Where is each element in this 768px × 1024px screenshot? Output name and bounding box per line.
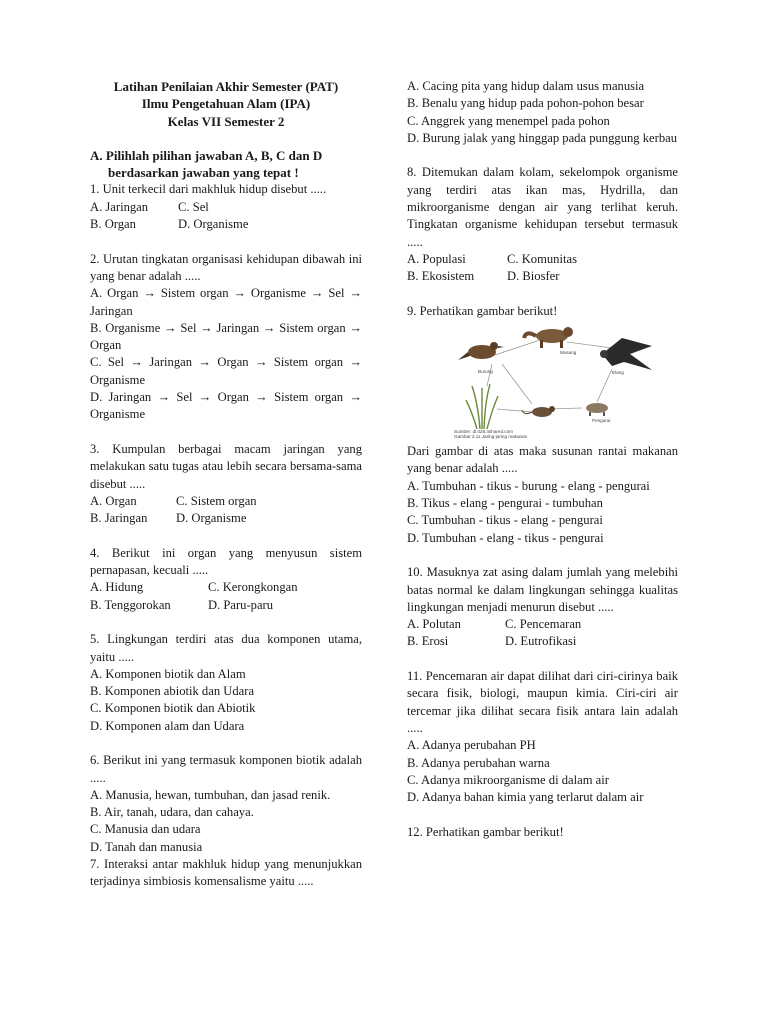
option-d: D. Eutrofikasi: [505, 634, 577, 649]
option-b: B. Organisme → Sel → Jaringan → Sistem organ → Organ: [90, 320, 362, 353]
header-subject: Ilmu Pengetahuan Alam (IPA): [141, 96, 311, 112]
question-7: [90, 856, 362, 891]
label-musang: Musang: [560, 350, 577, 356]
question-stem: 11. Pencemaran air dapat dilihat dari ciri-cirinya baik secara fisik, biologi, maupun kimia. Ciri-ciri air tercemar jika dilihat secara fisik antara lain adalah .....: [407, 669, 678, 735]
figure-caption: Gambar 2.11 Jaring-jaring makanan: [454, 434, 528, 440]
option-b: B. Adanya perubahan warna: [407, 755, 550, 770]
option-d: D. Tumbuhan - elang - tikus - pengurai: [407, 530, 604, 545]
option-d: D. Biosfer: [507, 269, 560, 284]
option-b: B. Organ: [90, 217, 136, 232]
label-elang: Elang: [612, 370, 624, 376]
option-c: C. Sel: [178, 199, 209, 214]
option-b: B. Erosi: [407, 634, 449, 649]
option-d: D. Komponen alam dan Udara: [90, 718, 245, 733]
option-b: B. Tenggorokan: [90, 597, 171, 612]
option-a: A. Cacing pita yang hidup dalam usus manusia: [407, 79, 645, 93]
question-1: [90, 181, 362, 233]
question-3: [90, 441, 362, 527]
food-web-figure: [452, 324, 672, 439]
question-6: [90, 752, 362, 856]
option-a: A. Hidung: [90, 580, 144, 595]
question-stem: 4. Berikut ini organ yang menyusun sistem pernapasan, kecuali .....: [90, 545, 362, 578]
option-b: B. Tikus - elang - pengurai - tumbuhan: [407, 496, 603, 511]
question-stem: 8. Ditemukan dalam kolam, sekelompok organisme yang terdiri atas ikan mas, Hydrilla, dan mikroorganisme dengan air yang terlihat keruh. Tingkatan organisme kehidupan tersebut termasuk .....: [407, 165, 678, 249]
option-a: A. Polutan: [407, 617, 461, 632]
label-burung: Burung: [478, 369, 493, 375]
option-c: C. Pencemaran: [505, 617, 582, 632]
food-web-illustration: [452, 324, 672, 439]
option-c: C. Sel → Jaringan → Organ → Sistem organ → Organisme: [90, 355, 362, 387]
header-class: Kelas VII Semester 2: [167, 113, 285, 129]
option-c: C. Manusia dan udara: [90, 822, 201, 837]
option-c: C. Kerongkongan: [208, 580, 298, 595]
figure-source: Sumber: dl.026.4shared.com: [454, 429, 513, 435]
option-d: D. Burung jalak yang hinggap pada punggung kerbau: [407, 130, 678, 145]
option-d: D. Organisme: [176, 511, 247, 526]
question-11: [407, 668, 678, 806]
question-8: [407, 164, 678, 285]
option-a: A. Tumbuhan - tikus - burung - elang - pengurai: [407, 478, 650, 493]
left-column: [90, 78, 362, 891]
option-d: D. Adanya bahan kimia yang terlarut dalam air: [407, 790, 644, 805]
document-header: [90, 78, 362, 130]
option-c: C. Adanya mikroorganisme di dalam air: [407, 772, 609, 787]
option-d: D. Paru-paru: [208, 597, 274, 612]
option-c: C. Sistem organ: [176, 493, 257, 508]
option-a: A. Populasi: [407, 251, 466, 266]
weasel-illustration: [524, 327, 573, 348]
label-pengurai: Pengurai: [592, 418, 611, 424]
question-stem: 10. Masuknya zat asing dalam jumlah yang melebihi batas normal ke dalam lingkungan sehingga kualitas lingkungan menjadi menurun disebut .....: [407, 565, 678, 614]
question-stem: 12. Perhatikan gambar berikut!: [407, 824, 564, 839]
option-c: C. Komponen biotik dan Abiotik: [90, 701, 256, 716]
option-d: D. Tanah dan manusia: [90, 839, 203, 854]
question-5: [90, 631, 362, 735]
header-title: Latihan Penilaian Akhir Semester (PAT): [113, 79, 339, 94]
option-a: A. Komponen biotik dan Alam: [90, 666, 246, 681]
question-stem: 2. Urutan tingkatan organisasi kehidupan dibawah ini yang benar adalah .....: [90, 251, 362, 283]
option-b: B. Jaringan: [90, 511, 148, 526]
question-9: [407, 303, 678, 547]
option-b: B. Komponen abiotik dan Udara: [90, 684, 255, 699]
option-b: B. Ekosistem: [407, 269, 475, 284]
option-a: A. Adanya perubahan PH: [407, 738, 536, 753]
question-stem: 9. Perhatikan gambar berikut!: [407, 303, 558, 318]
option-b: B. Benalu yang hidup pada pohon-pohon besar: [407, 96, 644, 111]
question-prompt: Dari gambar di atas maka susunan rantai makanan yang benar adalah .....: [407, 444, 678, 476]
option-d: D. Organisme: [178, 217, 249, 232]
question-stem: 5. Lingkungan terdiri atas dua komponen utama, yaitu .....: [90, 632, 362, 664]
option-c: C. Tumbuhan - tikus - elang - pengurai: [407, 513, 603, 528]
bird-illustration: [458, 342, 504, 360]
option-b: B. Air, tanah, udara, dan cahaya.: [90, 805, 254, 820]
question-12: [407, 824, 678, 841]
option-d: D. Jaringan → Sel → Organ → Sistem organ → Organisme: [90, 390, 362, 422]
grass-illustration: [466, 384, 498, 429]
question-10: [407, 564, 678, 650]
eagle-illustration: [600, 338, 652, 370]
option-a: A. Jaringan: [90, 199, 149, 214]
option-c: C. Komunitas: [507, 251, 577, 266]
right-column: [407, 78, 678, 841]
question-4: [90, 545, 362, 614]
question-stem: 6. Berikut ini yang termasuk komponen biotik adalah .....: [90, 753, 362, 785]
question-7-options: [407, 78, 678, 147]
decomposer-illustration: [586, 403, 608, 416]
question-stem: 1. Unit terkecil dari makhluk hidup disebut .....: [90, 182, 327, 197]
option-a: A. Manusia, hewan, tumbuhan, dan jasad renik.: [90, 787, 331, 802]
question-2: [90, 251, 362, 424]
option-a: A. Organ: [90, 493, 137, 508]
section-instruction: A. Pilihlah pilihan jawaban A, B, C dan D berdasarkan jawaban yang tepat !: [90, 147, 323, 181]
question-stem: 7. Interaksi antar makhluk hidup yang menunjukkan terjadinya simbiosis komensalisme yaitu .....: [90, 857, 362, 889]
option-a: A. Organ → Sistem organ → Organisme → Sel → Jaringan: [90, 286, 362, 318]
option-c: C. Anggrek yang menempel pada pohon: [407, 113, 610, 128]
question-stem: 3. Kumpulan berbagai macam jaringan yang melakukan satu tugas atau lebih secara bersama-sama disebut .....: [90, 441, 362, 491]
